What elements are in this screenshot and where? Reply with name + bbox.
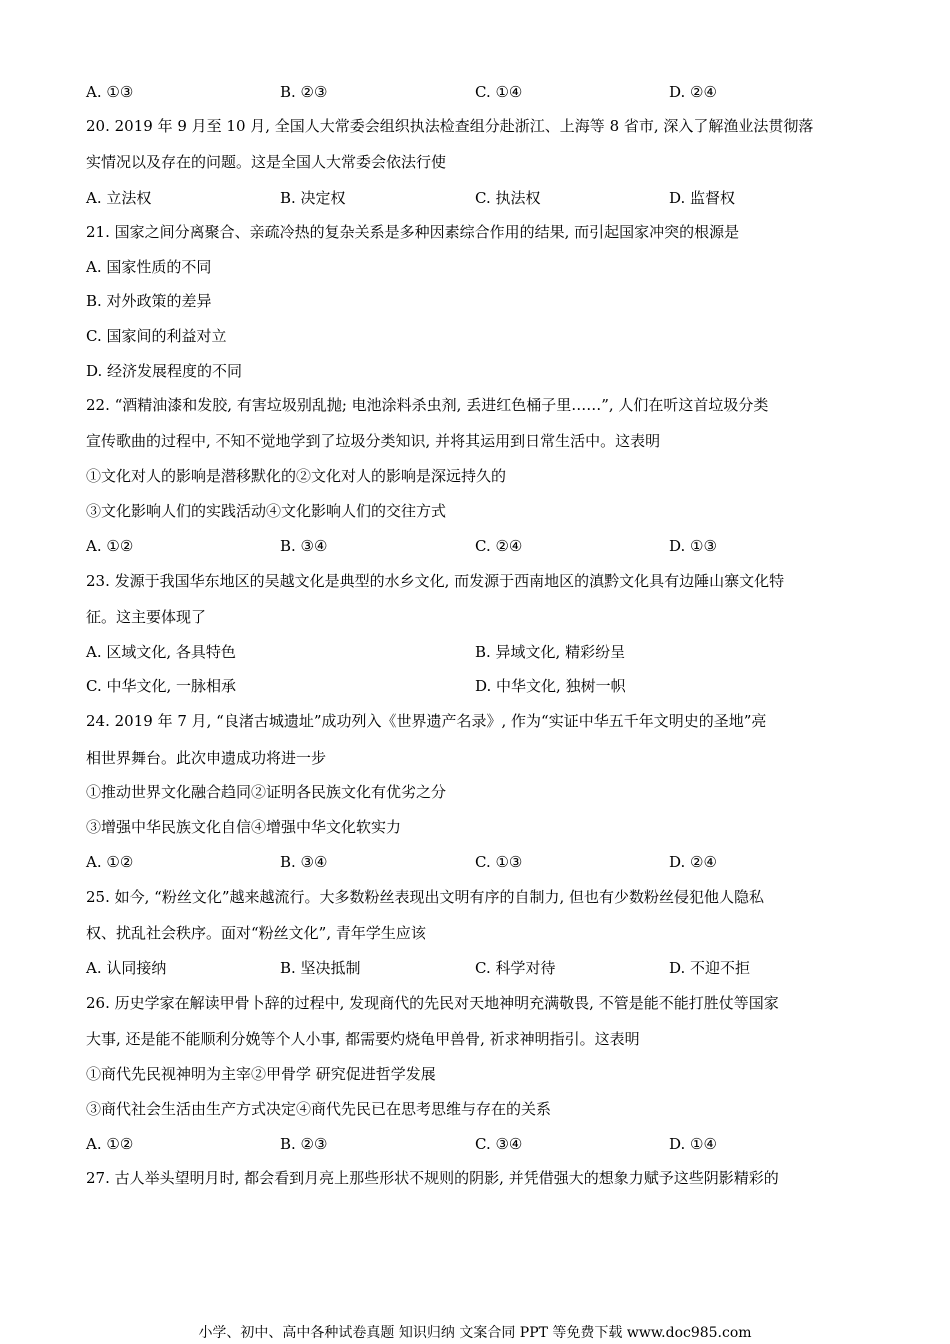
q22-option-d: D. ①③: [669, 537, 717, 555]
q24-stem-line2: 相世界舞台。此次申遗成功将进一步: [86, 749, 327, 767]
q22-statement-2: ③文化影响人们的实践活动④文化影响人们的交往方式: [86, 502, 447, 520]
q20-stem-line2: 实情况以及存在的问题。这是全国人大常委会依法行使: [86, 153, 447, 171]
q24-option-d: D. ②④: [669, 853, 717, 871]
q22-option-a: A. ①②: [86, 537, 134, 555]
q19-option-a: A. ①③: [86, 83, 134, 101]
q24-statement-1: ①推动世界文化融合趋同②证明各民族文化有优劣之分: [86, 783, 447, 801]
q26-option-c: C. ③④: [475, 1135, 523, 1153]
q26-statement-2: ③商代社会生活由生产方式决定④商代先民已在思考思维与存在的关系: [86, 1100, 552, 1118]
q21-stem-line1: 21. 国家之间分离聚合、亲疏冷热的复杂关系是多种因素综合作用的结果, 而引起国家冲突的根源是: [86, 223, 740, 241]
q27-stem-line1: 27. 古人举头望明月时, 都会看到月亮上那些形状不规则的阴影, 并凭借强大的想象力赋予这些阴影精彩的: [86, 1169, 779, 1187]
q26-stem-line1: 26. 历史学家在解读甲骨卜辞的过程中, 发现商代的先民对天地神明充满敬畏, 不管是能不能打胜仗等国家: [86, 994, 779, 1012]
q20-option-a: A. 立法权: [86, 189, 152, 207]
q21-option-c: C. 国家间的利益对立: [86, 327, 227, 345]
q22-option-c: C. ②④: [475, 537, 523, 555]
q26-option-b: B. ②③: [280, 1135, 328, 1153]
q20-stem-line1: 20. 2019 年 9 月至 10 月, 全国人大常委会组织执法检查组分赴浙江、上海等 8 省市, 深入了解渔业法贯彻落: [86, 117, 814, 135]
q24-option-c: C. ①③: [475, 853, 523, 871]
q23-option-b: B. 异域文化, 精彩纷呈: [475, 643, 626, 661]
q20-option-b: B. 决定权: [280, 189, 346, 207]
q20-option-c: C. 执法权: [475, 189, 541, 207]
q25-option-d: D. 不迎不拒: [669, 959, 751, 977]
q23-option-c: C. 中华文化, 一脉相承: [86, 677, 237, 695]
q26-stem-line2: 大事, 还是能不能顺利分娩等个人小事, 都需要灼烧龟甲兽骨, 祈求神明指引。这表明: [86, 1030, 640, 1048]
q23-stem-line1: 23. 发源于我国华东地区的吴越文化是典型的水乡文化, 而发源于西南地区的滇黔文化具有边陲山寨文化特: [86, 572, 785, 590]
q26-statement-1: ①商代先民视神明为主宰②甲骨学 研究促进哲学发展: [86, 1065, 436, 1083]
q21-option-a: A. 国家性质的不同: [86, 258, 212, 276]
q22-stem-line1: 22. “酒精油漆和发胶, 有害垃圾别乱抛; 电池涂料杀虫剂, 丢进红色桶子里……”, 人们在听这首垃圾分类: [86, 396, 769, 414]
q24-option-b: B. ③④: [280, 853, 328, 871]
q23-stem-line2: 征。这主要体现了: [86, 608, 207, 626]
q25-option-a: A. 认同接纳: [86, 959, 167, 977]
q25-option-c: C. 科学对待: [475, 959, 556, 977]
q25-option-b: B. 坚决抵制: [280, 959, 361, 977]
q24-option-a: A. ①②: [86, 853, 134, 871]
q26-option-a: A. ①②: [86, 1135, 134, 1153]
q23-option-d: D. 中华文化, 独树一帜: [475, 677, 626, 695]
q22-statement-1: ①文化对人的影响是潜移默化的②文化对人的影响是深远持久的: [86, 467, 507, 485]
q24-statement-2: ③增强中华民族文化自信④增强中华文化软实力: [86, 818, 402, 836]
q24-stem-line1: 24. 2019 年 7 月, “良渚古城遗址”成功列入《世界遗产名录》, 作为“实证中华五千年文明史的圣地”亮: [86, 712, 767, 730]
q20-option-d: D. 监督权: [669, 189, 736, 207]
q19-option-b: B. ②③: [280, 83, 328, 101]
q19-option-c: C. ①④: [475, 83, 523, 101]
q23-option-a: A. 区域文化, 各具特色: [86, 643, 236, 661]
q22-stem-line2: 宣传歌曲的过程中, 不知不觉地学到了垃圾分类知识, 并将其运用到日常生活中。这表明: [86, 432, 661, 450]
q21-option-d: D. 经济发展程度的不同: [86, 362, 243, 380]
q25-stem-line1: 25. 如今, “粉丝文化”越来越流行。大多数粉丝表现出文明有序的自制力, 但也有少数粉丝侵犯他人隐私: [86, 888, 765, 906]
page-footer: 小学、初中、高中各种试卷真题 知识归纳 文案合同 PPT 等免费下载 www.doc985.com: [198, 1325, 752, 1341]
q22-option-b: B. ③④: [280, 537, 328, 555]
q19-option-d: D. ②④: [669, 83, 717, 101]
q25-stem-line2: 权、扰乱社会秩序。面对“粉丝文化”, 青年学生应该: [86, 924, 426, 942]
q26-option-d: D. ①④: [669, 1135, 717, 1153]
q21-option-b: B. 对外政策的差异: [86, 292, 212, 310]
